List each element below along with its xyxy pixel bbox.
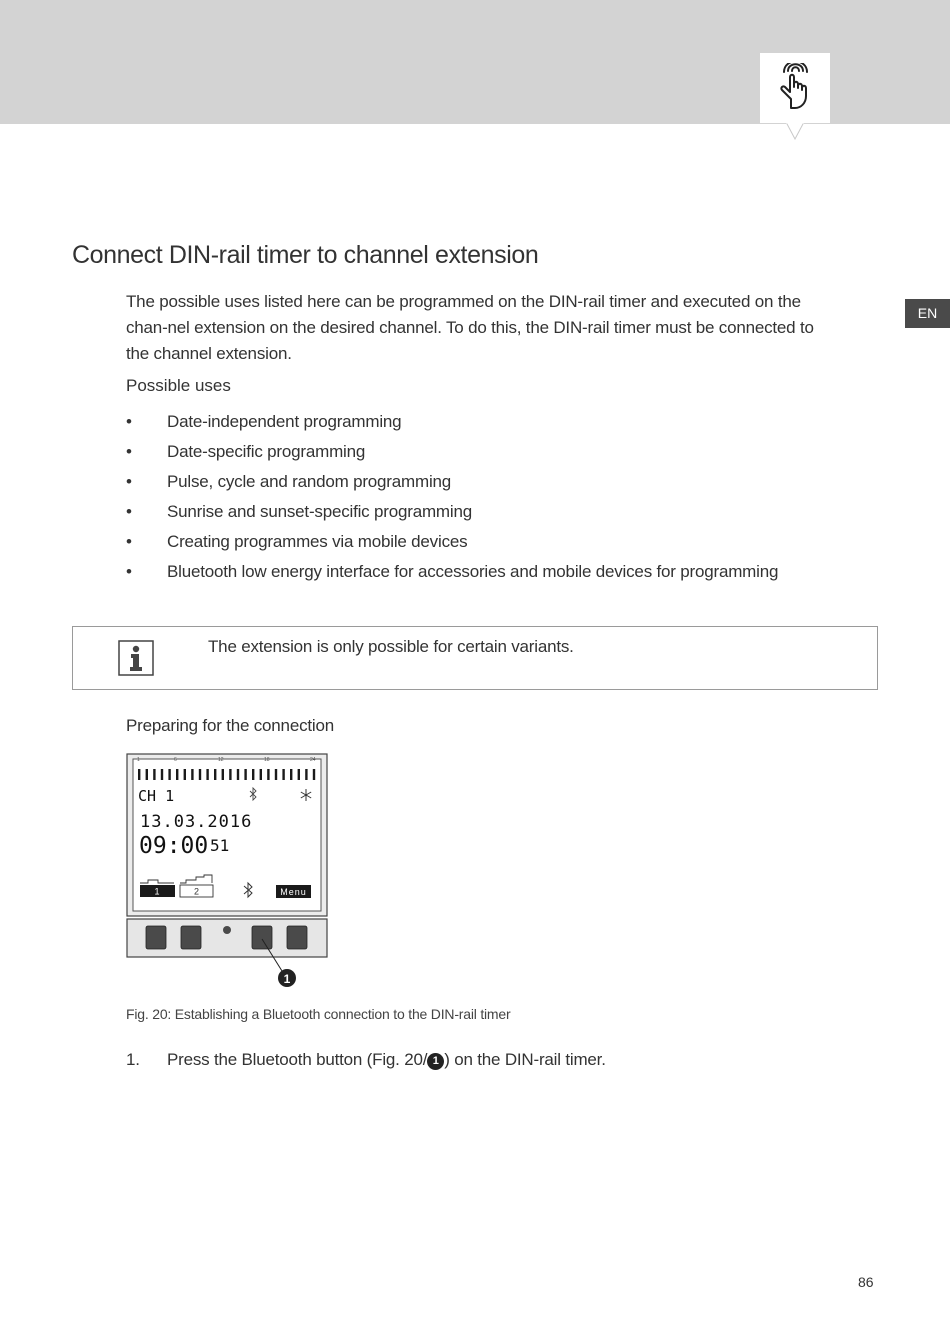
time-display: 09:00 — [139, 833, 209, 859]
info-box — [72, 626, 878, 690]
hour-segment — [214, 769, 216, 780]
channel-2-label: 2 — [193, 886, 200, 897]
hour-segment — [260, 769, 262, 780]
step-number: 1. — [126, 1050, 140, 1069]
list-item: • Date-independent programming — [126, 407, 778, 437]
hour-segment — [275, 769, 277, 780]
hour-segment — [222, 769, 224, 780]
seconds-display: 51 — [210, 836, 230, 855]
hour-segment — [184, 769, 186, 780]
bullet: • — [126, 412, 132, 431]
hour-segment — [244, 769, 246, 780]
bullet: • — [126, 442, 132, 461]
hour-segment — [206, 769, 208, 780]
hour-segment — [153, 769, 155, 780]
uses-list — [126, 407, 778, 587]
hour-segment — [237, 769, 239, 780]
date-display: 13.03.2016 — [140, 812, 253, 832]
hour-segment — [282, 769, 284, 780]
hour-segment — [176, 769, 178, 780]
hour-segment — [290, 769, 292, 780]
bullet: • — [126, 472, 132, 491]
scale-label: 6 — [174, 757, 177, 763]
hour-segment — [168, 769, 170, 780]
language-tab[interactable]: EN — [905, 299, 950, 328]
list-item: • Date-specific programming — [126, 437, 778, 467]
scale-label: 18 — [264, 757, 270, 763]
hour-segment — [267, 769, 269, 780]
bluetooth-button[interactable] — [252, 926, 272, 949]
intro-paragraph: The possible uses listed here can be programmed on the DIN-rail timer and executed on the chan-nel extension on the desired channel. To do this, the DIN-rail timer must be connected to the channel extension. — [126, 292, 814, 363]
list-item: • Bluetooth low energy interface for accessories and mobile devices for programming — [126, 557, 778, 587]
scale-label: 24 — [310, 757, 316, 763]
scale-label: 1 — [137, 757, 140, 763]
timer-button-4[interactable] — [287, 926, 307, 949]
bullet: • — [126, 562, 132, 581]
channel-label: CH 1 — [138, 787, 175, 805]
channel-1-label: 1 — [154, 886, 160, 897]
hour-segment — [161, 769, 163, 780]
figure-reference-badge: 1 — [427, 1053, 444, 1070]
list-item: • Sunrise and sunset-specific programming — [126, 497, 778, 527]
figure-caption: Fig. 20: Establishing a Bluetooth connection to the DIN-rail timer — [126, 1006, 511, 1022]
info-icon — [118, 640, 154, 676]
scale-label: 12 — [218, 757, 224, 763]
status-led — [223, 926, 231, 934]
bullet: • — [126, 502, 132, 521]
hour-segment — [229, 769, 231, 780]
list-item: • Pulse, cycle and random programming — [126, 467, 778, 497]
page-number: 86 — [858, 1274, 874, 1290]
hour-segment — [146, 769, 148, 780]
hour-segment — [199, 769, 201, 780]
hour-segment — [298, 769, 300, 780]
hour-segment — [252, 769, 254, 780]
hour-segment — [138, 769, 140, 780]
hour-segment — [305, 769, 307, 780]
timer-button-1[interactable] — [146, 926, 166, 949]
possible-uses-heading: Possible uses — [126, 376, 231, 395]
din-rail-timer-figure — [126, 753, 330, 993]
touch-gesture-icon — [774, 63, 816, 113]
list-item: • Creating programmes via mobile devices — [126, 527, 778, 557]
preparing-heading: Preparing for the connection — [126, 716, 334, 735]
timer-button-2[interactable] — [181, 926, 201, 949]
header-pointer — [786, 122, 804, 140]
callout-label: 1 — [283, 972, 291, 986]
hour-segment — [313, 769, 315, 780]
info-text: The extension is only possible for certain variants. — [208, 637, 574, 656]
hour-segment — [191, 769, 193, 780]
header-icon-box — [760, 53, 830, 123]
section-title: Connect DIN-rail timer to channel extension — [72, 241, 539, 269]
bullet: • — [126, 532, 132, 551]
menu-label: Menu — [280, 887, 307, 897]
step-text: Press the Bluetooth button (Fig. 20/ 1 ) on the DIN-rail timer. — [167, 1050, 606, 1069]
